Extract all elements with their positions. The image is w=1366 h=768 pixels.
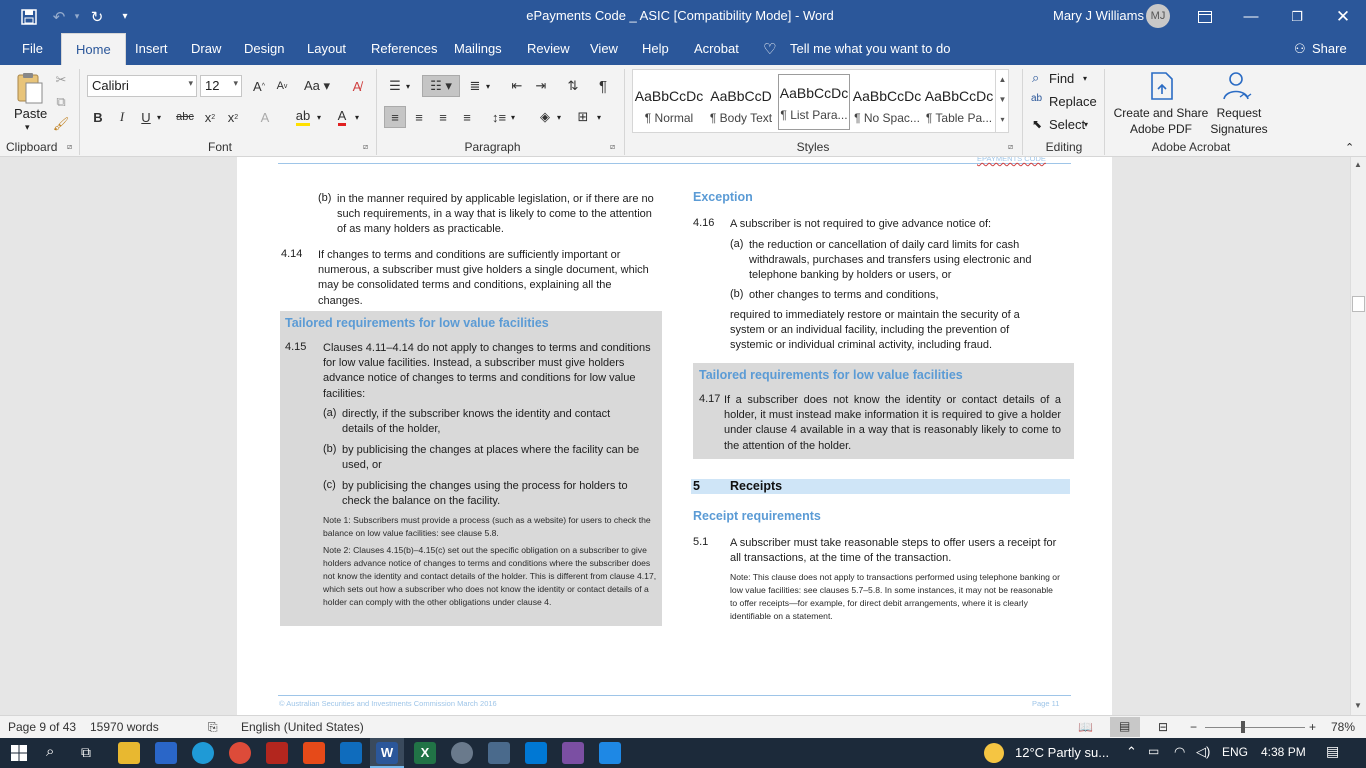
highlight-dropdown-icon[interactable]: ▾ xyxy=(317,113,322,122)
select-icon[interactable]: ⬉ xyxy=(1032,117,1043,131)
show-hidden-icons[interactable]: ⌃ xyxy=(1126,744,1137,759)
taskbar xyxy=(0,738,1366,768)
bullets-dropdown-icon[interactable]: ▾ xyxy=(406,82,411,91)
subscript-icon[interactable]: x 2 xyxy=(204,109,216,125)
grow-font-icon[interactable]: A ^ xyxy=(253,78,265,94)
input-language[interactable]: ENG xyxy=(1222,745,1249,759)
styles-gallery xyxy=(632,69,1009,133)
word-count[interactable]: 15970 words xyxy=(90,720,159,734)
find-icon[interactable]: ⌕ xyxy=(1032,70,1040,85)
tab-insert[interactable]: Insert xyxy=(135,41,168,56)
list-label: (c) xyxy=(323,479,336,491)
style-table-paragraph[interactable]: AaBbCcDc ¶ Table Pa... xyxy=(924,88,994,125)
cut-icon[interactable]: ✂ xyxy=(55,72,67,87)
vertical-scrollbar[interactable] xyxy=(1350,157,1366,715)
format-painter-icon[interactable]: 🖌 xyxy=(52,116,70,131)
scroll-down-icon[interactable]: ▼ xyxy=(1354,701,1362,710)
styles-launcher-icon[interactable]: ⧄ xyxy=(1008,142,1014,151)
office-icon[interactable] xyxy=(303,742,325,764)
clipboard-group-label: Clipboard xyxy=(6,140,58,154)
outlook-icon[interactable] xyxy=(340,742,362,764)
divider xyxy=(79,69,80,155)
style-body-text[interactable]: AaBbCcD ¶ Body Text xyxy=(709,88,773,125)
shading-icon[interactable]: ◈ xyxy=(540,109,550,124)
ribbon-display-icon[interactable] xyxy=(1194,0,1216,33)
numbering-icon[interactable]: ☷ ▾ xyxy=(422,75,460,97)
divider xyxy=(624,69,625,155)
bullets-icon[interactable]: ☰ xyxy=(389,78,401,93)
clause-number-4-17: 4.17 xyxy=(699,393,721,405)
web-layout-icon[interactable]: ⊟ xyxy=(1158,720,1169,734)
paragraph-launcher-icon[interactable]: ⧄ xyxy=(610,142,616,151)
font-family-combo[interactable]: Calibri ▾ xyxy=(87,75,197,97)
exception-item-a: the reduction or cancellation of daily card limits for cash withdrawals, purchases and transfers using electronic and telephone banking by holders or users, or xyxy=(749,239,1032,282)
zoom-level[interactable]: 78% xyxy=(1331,720,1356,734)
tab-design[interactable]: Design xyxy=(244,41,285,56)
style-list-paragraph[interactable]: AaBbCcDc ¶ List Para... xyxy=(778,74,850,130)
divider xyxy=(376,69,377,155)
request-signatures-button[interactable]: Request Signatures xyxy=(1210,106,1268,136)
tab-home[interactable]: Home xyxy=(61,33,126,65)
paragraph-group-label: Paragraph xyxy=(464,140,521,154)
strikethrough-icon[interactable]: abc xyxy=(176,111,194,123)
file-explorer-icon[interactable] xyxy=(118,742,140,764)
word-icon: W xyxy=(376,742,398,764)
line-spacing-icon[interactable]: ↕≡ xyxy=(491,109,507,125)
weather-icon[interactable] xyxy=(984,743,1004,763)
ribbon xyxy=(0,65,1366,157)
paste-button[interactable]: Paste xyxy=(14,106,48,121)
tab-file[interactable]: File xyxy=(22,41,43,56)
show-formatting-icon[interactable]: ¶ xyxy=(598,77,608,95)
zoom-in-icon[interactable]: + xyxy=(1309,720,1317,734)
close-icon[interactable]: ✕ xyxy=(1335,6,1351,26)
zoom-out-icon[interactable]: − xyxy=(1190,720,1198,734)
borders-icon[interactable]: ⊞ xyxy=(577,109,589,124)
create-pdf-icon[interactable] xyxy=(1148,71,1176,101)
font-color-icon[interactable]: A xyxy=(331,106,353,128)
copy-icon[interactable]: ⧉ xyxy=(56,94,66,109)
language[interactable]: English (United States) xyxy=(241,720,364,734)
collapse-ribbon-icon[interactable]: ⌃ xyxy=(1345,142,1355,154)
lightbulb-icon: ♡ xyxy=(763,41,777,58)
avatar[interactable]: MJ xyxy=(1146,4,1170,28)
bold-icon[interactable]: B xyxy=(93,109,103,125)
shrink-font-icon[interactable]: A v xyxy=(276,80,288,92)
list-label: (b) xyxy=(730,288,744,300)
clause-number-5-1: 5.1 xyxy=(693,536,709,548)
list-label: (b) xyxy=(318,192,332,204)
list-label: (b) xyxy=(323,443,337,455)
footer-copyright: © Australian Securities and Investments Commission March 2016 xyxy=(279,699,497,708)
share-icon[interactable]: ⚇ xyxy=(1294,41,1306,56)
borders-dropdown-icon[interactable]: ▾ xyxy=(597,113,602,122)
divider xyxy=(1022,69,1023,155)
divider xyxy=(1104,69,1105,155)
clipboard-launcher-icon[interactable]: ⧄ xyxy=(67,142,73,151)
find-button[interactable]: Find xyxy=(1049,71,1075,86)
wifi-icon[interactable]: ◠ xyxy=(1174,744,1186,759)
scroll-up-icon[interactable]: ▲ xyxy=(1354,160,1362,169)
item-b: by publicising the changes at places where the facility can be used, or xyxy=(342,444,640,472)
italic-icon[interactable]: I xyxy=(119,109,125,124)
task-view-icon[interactable]: ⧉ xyxy=(81,744,91,760)
tab-review[interactable]: Review xyxy=(527,41,570,56)
replace-button[interactable]: Replace xyxy=(1049,94,1097,109)
text-effects-icon[interactable]: A xyxy=(260,109,270,125)
edge-icon[interactable] xyxy=(192,742,214,764)
font-launcher-icon[interactable]: ⧄ xyxy=(363,142,369,151)
multilevel-dropdown-icon[interactable]: ▾ xyxy=(486,82,491,91)
font-group-label: Font xyxy=(207,140,232,154)
zoom-slider-thumb[interactable] xyxy=(1241,721,1245,733)
paragraph-b: in the manner required by applicable legislation, or if there are no such requirements, in a way that is likely to come to the attention of as many holders as practicable. xyxy=(337,193,654,236)
align-left-icon[interactable]: ≡ xyxy=(384,106,406,128)
paste-dropdown-icon[interactable]: ▾ xyxy=(25,122,30,132)
acrobat-group-label: Adobe Acrobat xyxy=(1151,140,1231,154)
notifications-icon[interactable]: ▤ xyxy=(1326,743,1340,759)
styles-group-label: Styles xyxy=(796,140,830,154)
proofing-icon[interactable]: ⎘ xyxy=(208,720,218,734)
scroll-thumb[interactable] xyxy=(1352,296,1365,312)
tab-layout[interactable]: Layout xyxy=(307,41,347,56)
clause-4-16: A subscriber is not required to give advance notice of: xyxy=(730,218,992,230)
font-color-dropdown-icon[interactable]: ▾ xyxy=(355,113,360,122)
search-icon[interactable]: ⌕ xyxy=(46,743,55,760)
share-button[interactable]: Share xyxy=(1312,41,1347,56)
app-icon[interactable] xyxy=(525,742,547,764)
exception-heading: Exception xyxy=(693,190,753,204)
exception-item-b: other changes to terms and conditions, xyxy=(749,289,939,301)
highlight-icon[interactable]: ab xyxy=(292,106,314,128)
clause-5-1: A subscriber must take reasonable steps to offer users a receipt for all transactions, at the time of the transaction. xyxy=(730,537,1057,565)
request-signatures-icon[interactable] xyxy=(1222,71,1254,101)
multilevel-list-icon[interactable]: ≣ xyxy=(469,78,481,93)
find-dropdown-icon[interactable]: ▾ xyxy=(1083,74,1088,83)
tab-acrobat[interactable]: Acrobat xyxy=(694,41,739,56)
clause-4-14: If changes to terms and conditions are sufficiently important or numerous, a subscriber must give holders a single document, which may be consolidated terms and conditions, explaining all the changes. xyxy=(318,249,649,307)
style-no-spacing[interactable]: AaBbCcDc ¶ No Spac... xyxy=(852,88,922,125)
tab-help[interactable]: Help xyxy=(642,41,669,56)
note-1: Note 1: Subscribers must provide a process (such as a website) for users to check the balance on low value facilities: see clause 5.8. xyxy=(323,515,651,538)
list-label: (a) xyxy=(730,238,744,250)
print-layout-icon[interactable]: ▤ xyxy=(1110,717,1140,737)
footer-rule xyxy=(278,695,1071,696)
font-size-combo[interactable]: 12 ▾ xyxy=(200,75,242,97)
replace-icon[interactable]: ab xyxy=(1031,93,1043,104)
clause-number-4-16: 4.16 xyxy=(693,217,715,229)
increase-indent-icon[interactable]: ⇥ xyxy=(535,78,547,93)
user-name[interactable]: Mary J Williams xyxy=(1053,8,1144,23)
line-spacing-dropdown-icon[interactable]: ▾ xyxy=(511,113,516,122)
excel-icon[interactable]: X xyxy=(414,742,436,764)
receipt-requirements-heading: Receipt requirements xyxy=(693,509,821,523)
footer-page: Page 11 xyxy=(1032,699,1060,708)
window-title: ePayments Code _ ASIC [Compatibility Mode] - Word xyxy=(526,8,834,23)
document-area xyxy=(0,157,1350,715)
underline-icon[interactable]: U xyxy=(141,109,151,125)
select-dropdown-icon[interactable]: ▾ xyxy=(1084,120,1089,129)
tab-mailings[interactable]: Mailings xyxy=(454,41,502,56)
settings-icon[interactable] xyxy=(451,742,473,764)
clause-number-4-14: 4.14 xyxy=(281,248,303,260)
tab-references[interactable]: References xyxy=(371,41,438,56)
exception-required-text: required to immediately restore or maintain the security of a system or an individual facility, including the prevention of systemic or individual criminal activity, including fraud. xyxy=(730,309,1020,352)
snip-icon[interactable] xyxy=(562,742,584,764)
undo-icon[interactable]: ↶ xyxy=(52,8,66,26)
clause-4-15: Clauses 4.11–4.14 do not apply to changes to terms and conditions for low value facilities. Instead, a subscriber must give holders advance notice of changes to terms and conditions for low value facilities: xyxy=(323,342,651,400)
read-mode-icon[interactable]: 📖 xyxy=(1078,720,1093,734)
clear-formatting-icon[interactable]: A̸ xyxy=(352,78,362,94)
undo-dropdown-icon[interactable]: ▾ xyxy=(74,11,80,21)
restore-icon[interactable]: ❐ xyxy=(1291,8,1303,24)
tab-draw[interactable]: Draw xyxy=(191,41,222,56)
tailored-heading-left: Tailored requirements for low value facilities xyxy=(285,316,549,330)
change-case-icon[interactable]: Aa ▾ xyxy=(303,78,331,93)
weather-text[interactable]: 12°C Partly su... xyxy=(1015,745,1110,760)
section-number: 5 xyxy=(693,479,700,493)
style-normal[interactable]: AaBbCcDc ¶ Normal xyxy=(634,88,704,125)
header-text: EPAYMENTS CODE xyxy=(977,157,1046,163)
header-rule xyxy=(278,163,1071,164)
clock[interactable]: 4:38 PM xyxy=(1261,745,1306,759)
section-title: Receipts xyxy=(730,479,783,493)
align-right-icon[interactable]: ≡ xyxy=(439,109,447,125)
page-count[interactable]: Page 9 of 43 xyxy=(8,720,77,734)
status-bar xyxy=(0,715,1366,738)
list-label: (a) xyxy=(323,407,337,419)
paste-icon[interactable] xyxy=(12,71,46,105)
document-page[interactable] xyxy=(237,157,1112,715)
save-icon[interactable] xyxy=(18,0,40,33)
volume-icon[interactable]: ◁) xyxy=(1196,744,1211,759)
word-taskbar-button[interactable] xyxy=(370,738,404,768)
create-share-pdf-button[interactable]: Create and Share Adobe PDF xyxy=(1113,106,1209,136)
tailored-heading-right: Tailored requirements for low value facilities xyxy=(699,368,963,382)
clause-number-4-15: 4.15 xyxy=(285,341,307,353)
network-icon[interactable]: ▭ xyxy=(1148,744,1160,758)
tab-view[interactable]: View xyxy=(590,41,618,56)
minimize-icon[interactable]: — xyxy=(1243,8,1259,25)
clause-5-1-note: Note: This clause does not apply to transactions performed using telephone banking or low value facilities: see clauses 5.7–5.8. In some instances, it may not be reasonable to offer receipts—for example, for direct debit arrangements, where it is clearly identifiable on a statement. xyxy=(730,572,1060,621)
ribbon-tabs xyxy=(0,33,1366,65)
decrease-indent-icon[interactable]: ⇤ xyxy=(511,78,523,93)
start-icon[interactable] xyxy=(11,745,27,761)
mail-icon[interactable] xyxy=(599,742,621,764)
customize-toolbar-icon[interactable]: ▾ xyxy=(122,11,128,22)
underline-dropdown-icon[interactable]: ▾ xyxy=(157,113,162,122)
calculator-icon[interactable] xyxy=(488,742,510,764)
title-bar xyxy=(0,0,1366,33)
chrome-icon[interactable] xyxy=(229,742,251,764)
item-a: directly, if the subscriber knows the identity and contact details of the holder, xyxy=(342,408,611,436)
shading-dropdown-icon[interactable]: ▾ xyxy=(557,113,562,122)
tell-me-search[interactable]: Tell me what you want to do xyxy=(790,41,951,56)
acrobat-icon[interactable] xyxy=(266,742,288,764)
align-center-icon[interactable]: ≡ xyxy=(415,109,423,125)
select-button[interactable]: Select xyxy=(1049,117,1086,132)
item-c: by publicising the changes using the process for holders to check the balance on the facility. xyxy=(342,480,628,508)
zoom-slider-track[interactable] xyxy=(1205,727,1305,728)
styles-scroll[interactable]: ▲ ▼ ▾ xyxy=(995,70,1009,132)
clause-4-17: If a subscriber does not know the identity or contact details of a holder, it must instead make information it is required to give a holder under clause 4 available in a way that is reasonably likely to come to the attention of the holder. xyxy=(724,394,1061,452)
superscript-icon[interactable]: x 2 xyxy=(227,109,239,125)
justify-icon[interactable]: ≡ xyxy=(463,109,471,125)
sort-icon[interactable]: ⇅ xyxy=(567,78,579,93)
note-2: Note 2: Clauses 4.15(b)–4.15(c) set out the specific obligation on a subscriber to give holders advance notice of changes to terms and conditions where the subscriber does not know the identity and contact details of the holder. This is different from clause 4.17, which sets out how a subscriber who does not know the identity or contact details of a holder can comply with the other obligations under clause 4. xyxy=(323,545,657,607)
editing-group-label: Editing xyxy=(1045,140,1083,154)
store-icon[interactable] xyxy=(155,742,177,764)
redo-icon[interactable]: ↻ xyxy=(90,8,104,26)
